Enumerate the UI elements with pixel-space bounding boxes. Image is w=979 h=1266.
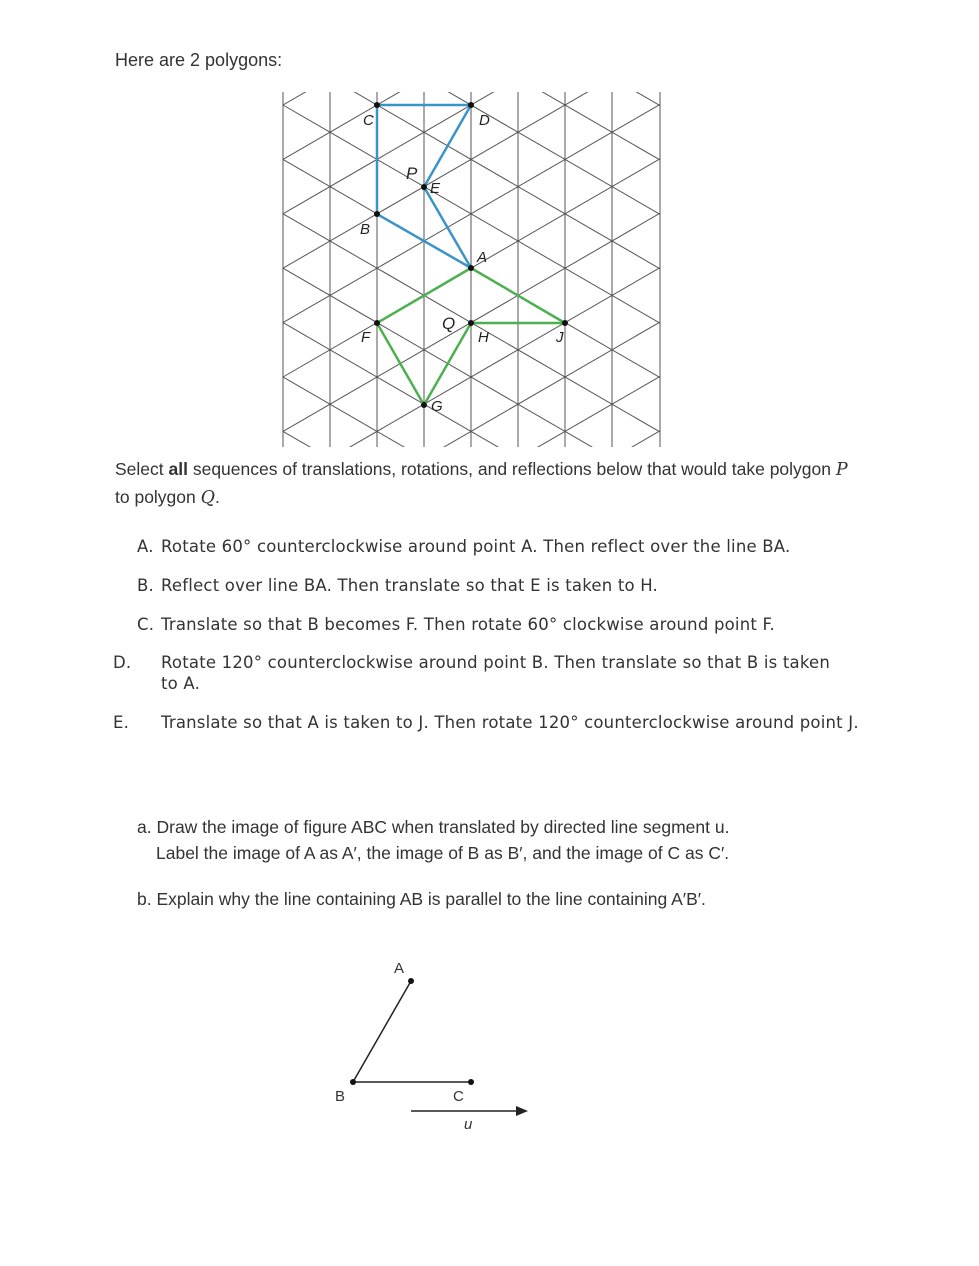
point-q — [468, 320, 474, 326]
figure-abc — [320, 955, 550, 1140]
grid-label-h: H — [478, 329, 489, 346]
point-c — [374, 102, 380, 108]
part-b-question: b. Explain why the line containing AB is parallel to the line containing A′B′. — [137, 889, 706, 909]
label-a: A — [394, 960, 405, 977]
point-a — [408, 978, 414, 984]
grid-label-p: P — [406, 164, 418, 183]
option-e[interactable]: E. Translate so that A is taken to J. Then rotate 120° counterclockwise around point J. — [113, 713, 859, 732]
point-e — [421, 184, 427, 190]
point-a — [468, 265, 474, 271]
label-u: u — [464, 1116, 473, 1133]
point-g — [421, 402, 427, 408]
point-b — [374, 211, 380, 217]
grid-label-c: C — [363, 112, 374, 129]
point-d — [468, 102, 474, 108]
option-a[interactable]: A. Rotate 60° counterclockwise around point A. Then reflect over the line BA. — [137, 537, 791, 556]
part-a-question: a. Draw the image of figure ABC when translated by directed line segment u. Label the image of A as A′, the image of B as B′, and the image of C as C′. — [137, 817, 730, 863]
intro-text: Here are 2 polygons: — [115, 50, 283, 70]
grid-label-f: F — [361, 329, 371, 346]
option-d[interactable]: D. Rotate 120° counterclockwise around point B. Then translate so that B is taken to A. — [113, 653, 831, 693]
label-b: B — [335, 1088, 346, 1105]
point-f — [374, 320, 380, 326]
segment-ab — [353, 981, 411, 1082]
polygon-grid-figure — [280, 92, 665, 447]
point-c — [468, 1079, 474, 1085]
grid-label-g: G — [431, 398, 443, 415]
option-c[interactable]: C. Translate so that B becomes F. Then rotate 60° clockwise around point F. — [137, 615, 775, 634]
point-j — [562, 320, 568, 326]
grid-label-j: J — [556, 329, 564, 346]
grid-label-a: A — [477, 249, 488, 266]
grid-label-b: B — [360, 221, 371, 238]
grid-label-e: E — [430, 180, 441, 197]
question-prompt: Select all sequences of translations, rotations, and reflections below that would take polygon P to polygon Q. — [115, 459, 848, 508]
vector-u-arrowhead — [516, 1106, 528, 1116]
grid-label-d: D — [479, 112, 490, 129]
option-b[interactable]: B. Reflect over line BA. Then translate so that E is taken to H. — [137, 576, 659, 595]
point-b — [350, 1079, 356, 1085]
label-c: C — [453, 1088, 464, 1105]
grid-label-q: Q — [442, 314, 456, 333]
